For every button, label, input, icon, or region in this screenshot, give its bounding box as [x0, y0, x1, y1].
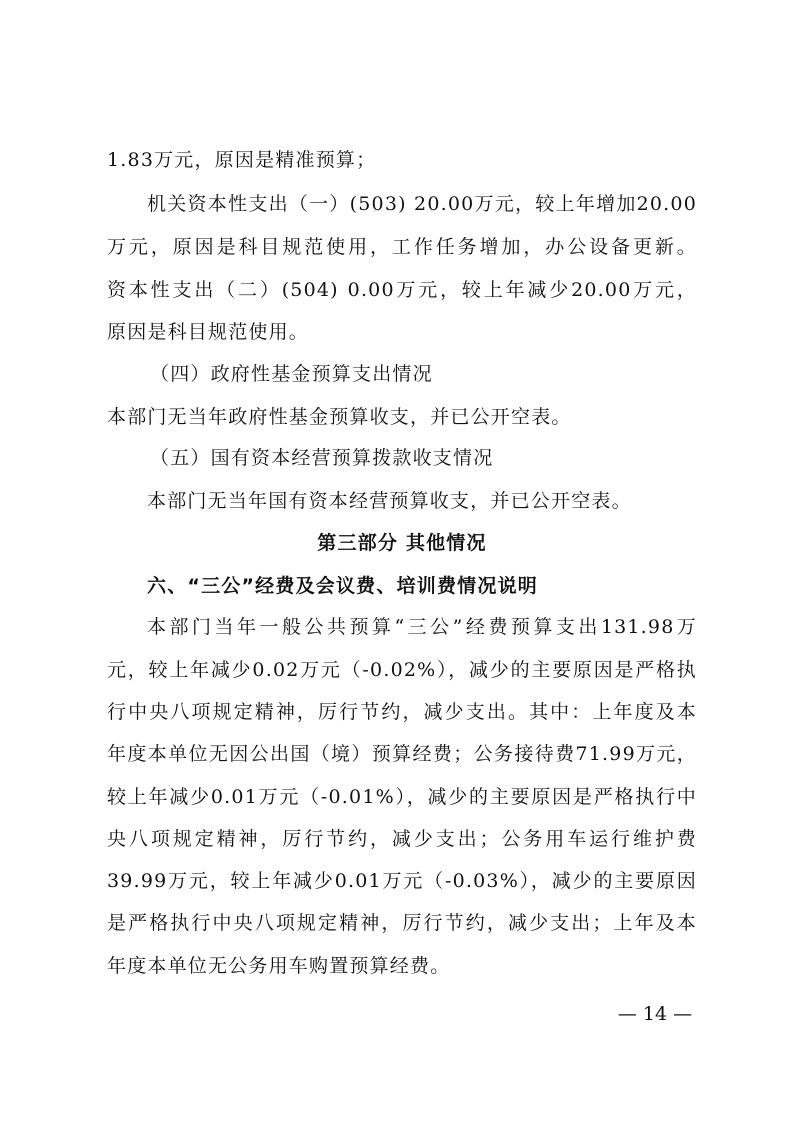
paragraph-line: 是严格执行中央八项规定精神，厉行节约，减少支出；上年及本	[107, 912, 697, 934]
paragraph-line: 机关资本性支出（一）(503) 20.00万元，较上年增加20.00	[147, 193, 697, 215]
paragraph-line: 本部门无当年政府性基金预算收支，并已公开空表。	[107, 406, 572, 428]
paragraph-line: 央八项规定精神，厉行节约，减少支出；公务用车运行维护费	[107, 828, 697, 850]
paragraph-line: 年度本单位无公务用车购置预算经费。	[107, 955, 451, 977]
paragraph-line: 资本性支出（二）(504) 0.00万元，较上年减少20.00万元，	[107, 279, 697, 301]
part-title: 第三部分 其他情况	[317, 532, 487, 554]
paragraph-line: 原因是科目规范使用。	[107, 321, 310, 343]
page-number: — 14 —	[617, 1003, 693, 1025]
paragraph-line: 较上年减少0.01万元（-0.01%），减少的主要原因是严格执行中	[107, 786, 697, 808]
section-heading: （五）国有资本经营预算拨款收支情况	[150, 447, 494, 469]
paragraph-line: 万元，原因是科目规范使用，工作任务增加，办公设备更新。	[107, 236, 697, 258]
paragraph-line: 39.99万元，较上年减少0.01万元（-0.03%），减少的主要原因	[107, 870, 697, 892]
paragraph-line: 本部门无当年国有资本经营预算收支，并已公开空表。	[147, 490, 632, 512]
paragraph-line: 1.83万元，原因是精准预算；	[107, 149, 377, 171]
paragraph-line: 年度本单位无因公出国（境）预算经费；公务接待费71.99万元，	[107, 743, 697, 765]
section-heading: （四）政府性基金预算支出情况	[150, 363, 433, 385]
section-heading: 六、“三公”经费及会议费、培训费情况说明	[147, 575, 538, 597]
paragraph-line: 本部门当年一般公共预算“三公”经费预算支出131.98万	[147, 616, 697, 638]
paragraph-line: 元，较上年减少0.02万元（-0.02%），减少的主要原因是严格执	[107, 659, 697, 681]
paragraph-line: 行中央八项规定精神，厉行节约，减少支出。其中：上年度及本	[107, 701, 697, 723]
